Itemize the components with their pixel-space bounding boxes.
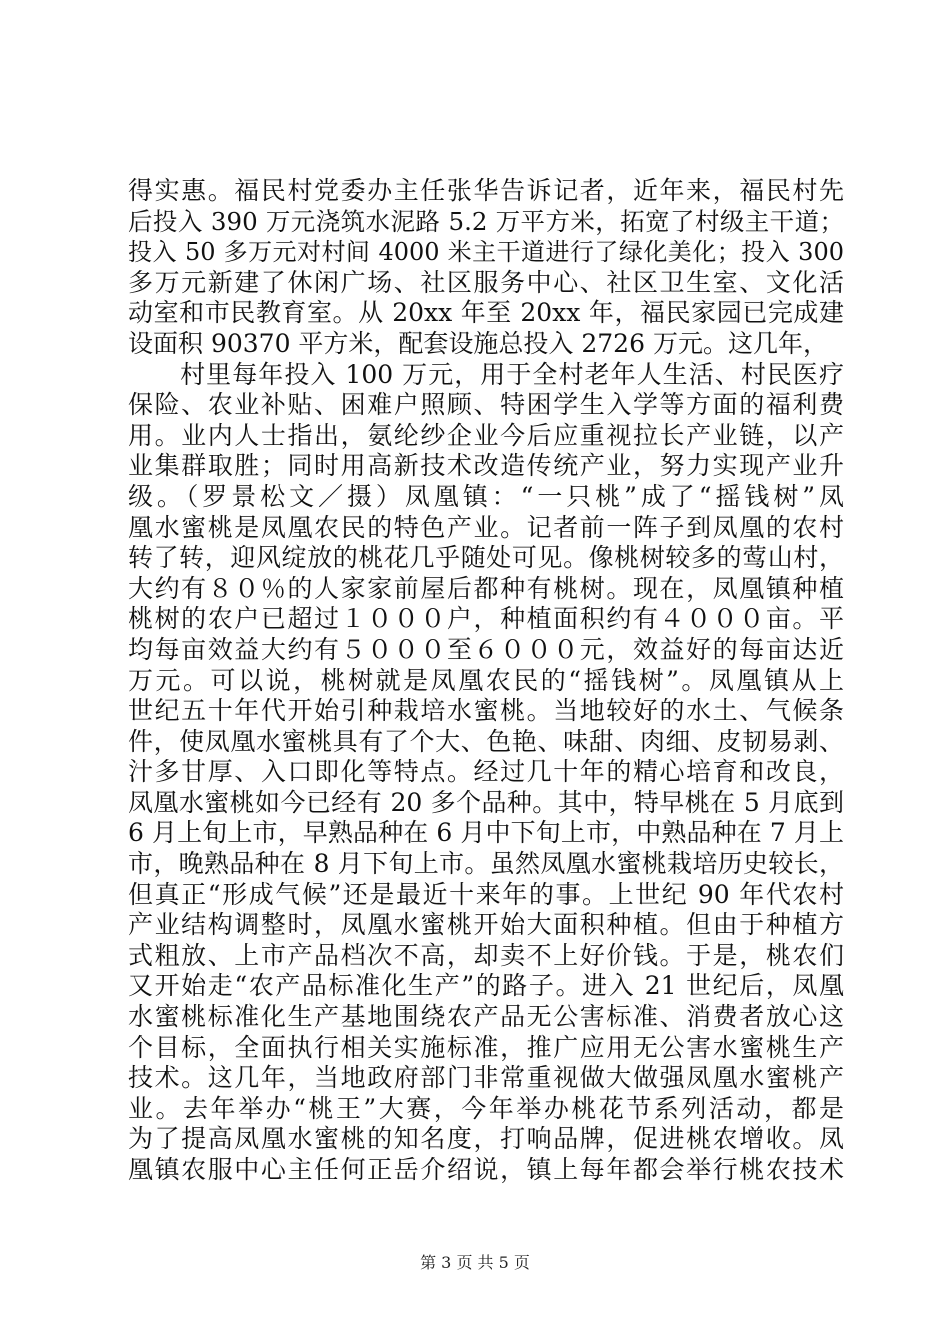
- text-line: 世纪五十年代开始引种栽培水蜜桃。当地较好的水土、气候条: [128, 696, 844, 726]
- text-line: 级。（罗景松文／摄）凤凰镇：“一只桃”成了“摇钱树”凤: [128, 481, 844, 511]
- text-line: 件，使凤凰水蜜桃具有了个大、色艳、味甜、肉细、皮韧易剥、: [128, 726, 844, 756]
- text-line: 业。去年举办“桃王”大赛，今年举办桃花节系列活动，都是: [128, 1093, 844, 1123]
- text-line: 个目标，全面执行相关实施标准，推广应用无公害水蜜桃生产: [128, 1032, 844, 1062]
- text-line: 水蜜桃标准化生产基地围绕农产品无公害标准、消费者放心这: [128, 1002, 844, 1032]
- text-line: 后投入 390 万元浇筑水泥路 5.2 万平方米，拓宽了村级主干道；: [128, 206, 844, 236]
- text-line: 多万元新建了休闲广场、社区服务中心、社区卫生室、文化活: [128, 267, 844, 297]
- text-line: 动室和市民教育室。从 20xx 年至 20xx 年，福民家园已完成建: [128, 298, 844, 328]
- text-line: 万元。可以说，桃树就是凤凰农民的“摇钱树”。凤凰镇从上: [128, 665, 844, 695]
- text-line: 又开始走“农产品标准化生产”的路子。进入 21 世纪后，凤凰: [128, 971, 844, 1001]
- text-line: 村里每年投入 100 万元，用于全村老年人生活、村民医疗: [128, 359, 844, 389]
- text-line: 技术。这几年，当地政府部门非常重视做大做强凤凰水蜜桃产: [128, 1063, 844, 1093]
- text-line: 但真正“形成气候”还是最近十来年的事。上世纪 90 年代农村: [128, 879, 844, 909]
- text-line: 凤凰水蜜桃如今已经有 20 多个品种。其中，特早桃在 5 月底到: [128, 787, 844, 817]
- text-line: 6 月上旬上市，早熟品种在 6 月中下旬上市，中熟品种在 7 月上: [128, 818, 844, 848]
- text-line: 凰水蜜桃是凤凰农民的特色产业。记者前一阵子到凤凰的农村: [128, 512, 844, 542]
- text-line: 汁多甘厚、入口即化等特点。经过几十年的精心培育和改良，: [128, 757, 844, 787]
- text-line: 业集群取胜；同时用高新技术改造传统产业，努力实现产业升: [128, 451, 844, 481]
- text-line: 转了转，迎风绽放的桃花几乎随处可见。像桃树较多的莺山村，: [128, 543, 844, 573]
- text-line: 投入 50 多万元对村间 4000 米主干道进行了绿化美化；投入 300: [128, 238, 844, 267]
- text-line: 凰镇农服中心主任何正岳介绍说，镇上每年都会举行桃农技术: [128, 1155, 844, 1184]
- text-line: 均每亩效益大约有５０００至６０００元，效益好的每亩达近: [128, 634, 844, 664]
- text-line: 桃树的农户已超过１０００户，种植面积约有４０００亩。平: [128, 604, 844, 634]
- text-line: 保险、农业补贴、困难户照顾、特困学生入学等方面的福利费: [128, 390, 844, 420]
- page-footer: 第 3 页 共 5 页: [420, 1253, 530, 1272]
- text-line: 式粗放、上市产品档次不高，却卖不上好价钱。于是，桃农们: [128, 940, 844, 970]
- text-line: 设面积 90370 平方米，配套设施总投入 2726 万元。这几年，: [128, 328, 828, 358]
- body-text: [128, 176, 844, 1186]
- text-line: 产业结构调整时，凤凰水蜜桃开始大面积种植。但由于种植方: [128, 910, 844, 940]
- text-line: 为了提高凤凰水蜜桃的知名度，打响品牌，促进桃农增收。凤: [128, 1124, 844, 1154]
- text-line: 市，晚熟品种在 8 月下旬上市。虽然凤凰水蜜桃栽培历史较长，: [128, 849, 844, 879]
- text-line: 得实惠。福民村党委办主任张华告诉记者，近年来，福民村先: [128, 176, 844, 205]
- text-line: 大约有８０％的人家家前屋后都种有桃树。现在，凤凰镇种植: [128, 573, 844, 603]
- text-line: 用。业内人士指出，氨纶纱企业今后应重视拉长产业链，以产: [128, 420, 844, 450]
